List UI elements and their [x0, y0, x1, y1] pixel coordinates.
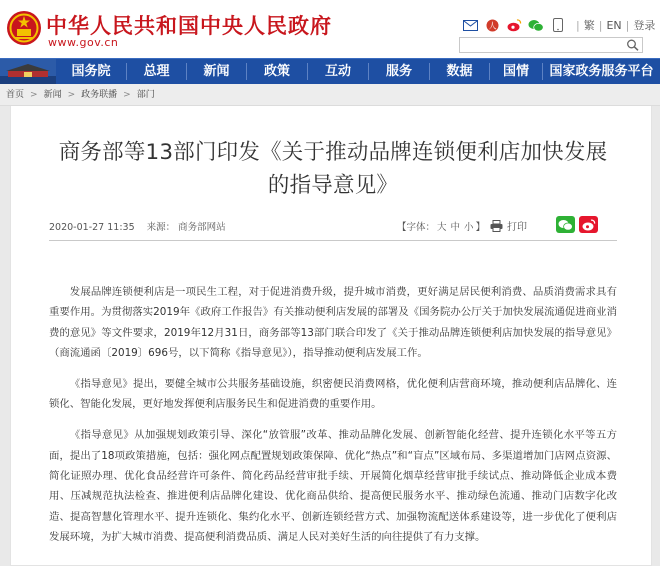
font-size-small[interactable]: 小	[464, 222, 474, 233]
main-nav	[0, 58, 660, 84]
english-link[interactable]: EN	[606, 18, 622, 32]
font-size-label: 【字体：	[397, 222, 436, 233]
share-weibo-button[interactable]	[579, 216, 598, 233]
link-separator: |	[598, 18, 603, 32]
weibo-icon	[582, 219, 596, 231]
wechat-icon[interactable]	[528, 18, 544, 32]
breadcrumb-home[interactable]: 首页	[6, 90, 25, 100]
share-buttons	[556, 216, 602, 233]
font-size-end: 】	[475, 222, 486, 233]
breadcrumb-arrow: >	[67, 90, 76, 100]
article-container	[10, 106, 652, 566]
nav-item-interaction[interactable]: 互动	[324, 64, 351, 79]
breadcrumb-arrow: >	[123, 90, 131, 100]
nav-item-state-council[interactable]: 国务院	[71, 64, 111, 79]
nav-item-gov-service-platform[interactable]: 国家政务服务平台	[549, 64, 654, 79]
breadcrumb-news[interactable]: 新闻	[43, 90, 62, 100]
nav-item-services[interactable]: 服务	[385, 64, 412, 79]
search-box	[459, 37, 643, 53]
tiananmen-photo	[0, 59, 56, 84]
national-emblem-icon[interactable]	[6, 8, 42, 48]
breadcrumb-departments[interactable]: 部门	[136, 90, 155, 100]
article-title: 商务部等13部门印发《关于推动品牌连锁便利店加快发展的指导意见》	[58, 140, 608, 198]
article-meta	[49, 219, 226, 233]
breadcrumb-gov-affairs[interactable]: 政务联播	[81, 90, 118, 100]
print-label: 打印	[507, 222, 527, 233]
font-size-large[interactable]: 大	[437, 222, 447, 233]
svg-text:人: 人	[488, 21, 496, 30]
wechat-icon	[558, 219, 573, 231]
font-size-medium[interactable]: 中	[450, 222, 461, 233]
nav-item-national-conditions[interactable]: 国情	[502, 64, 529, 79]
login-link[interactable]: 登录	[633, 19, 656, 32]
article-date: 2020-01-27 11:35	[49, 222, 135, 233]
link-separator: |	[625, 18, 630, 32]
share-wechat-button[interactable]	[556, 216, 575, 233]
link-separator: |	[576, 18, 580, 32]
article-body	[49, 282, 617, 558]
nav-item-policy[interactable]: 政策	[263, 64, 290, 79]
search-icon[interactable]	[626, 39, 640, 51]
mobile-icon[interactable]	[550, 18, 566, 32]
site-domain: www.gov.cn	[48, 36, 119, 49]
printer-icon	[490, 220, 503, 232]
traditional-chinese-link[interactable]: 繁	[583, 19, 595, 32]
nav-item-news[interactable]: 新闻	[203, 64, 230, 79]
site-header	[0, 0, 660, 58]
article-source: 来源： 商务部网站	[146, 222, 226, 233]
article-paragraph: 《指导意见》提出，要健全城市公共服务基础设施，织密便民消费网格，优化便利店营商环境，推动便利店品牌化、连锁化、智能化发展，更好地发挥便利店服务民生和促进消费的重要作用。	[49, 378, 617, 411]
font-size-control	[397, 219, 485, 233]
weibo-icon[interactable]	[506, 18, 522, 32]
site-title[interactable]: 中华人民共和国中央人民政府	[46, 14, 332, 38]
breadcrumb	[0, 84, 660, 106]
nav-item-data[interactable]: 数据	[446, 64, 473, 79]
top-links	[462, 17, 655, 33]
breadcrumb-arrow: >	[30, 90, 38, 100]
nav-item-premier[interactable]: 总理	[143, 64, 170, 79]
meta-divider	[49, 240, 617, 241]
article-paragraph: 发展品牌连锁便利店是一项民生工程，对于促进消费升级，提升城市消费，更好满足居民便利消费、品质消费需求具有重要作用。为贯彻落实2019年《政府工作报告》有关推动便利店发展的部署及《国务院办公厅关于加快发展流通促进商业消费的意见》等文件要求，2019年12月31日，商务部等13部门联合印发了《关于推动品牌连锁便利店加快发展的指导意见》（商流通函〔2019〕696号，以下简称《指导意见》），指导推动便利店发展工作。	[49, 286, 617, 360]
people-icon[interactable]	[484, 18, 500, 32]
mail-icon[interactable]	[462, 18, 478, 32]
article-paragraph: 《指导意见》从加强规划政策引导、深化“放管服”改革、推动品牌化发展、创新智能化经营、提升连锁化水平等五方面，提出了18项政策措施，包括：强化网点配置规划政策保障、优化“热点”和“盲点”区域布局、多渠道增加门店网点资源、简化证照办理、优化食品经营许可条件、简化药品经营审批手续、开展简化烟草经营审批手续试点、推动降低企业成本费用、压减规范执法检查、推进便利店品牌化建设、优化商品供给、提高便民服务水平、推动绿色流通、推动门店数字化改造、提高智慧化管理水平、提升连锁化、集约化水平、创新连锁经营方式、加强物流配送体系建设等，进一步优化了便利店发展环境，为扩大城市消费、提高便利消费品质、满足人民对美好生活的向往提供了有力支撑。	[49, 429, 617, 544]
search-input[interactable]	[460, 38, 622, 52]
print-button[interactable]	[490, 218, 527, 233]
